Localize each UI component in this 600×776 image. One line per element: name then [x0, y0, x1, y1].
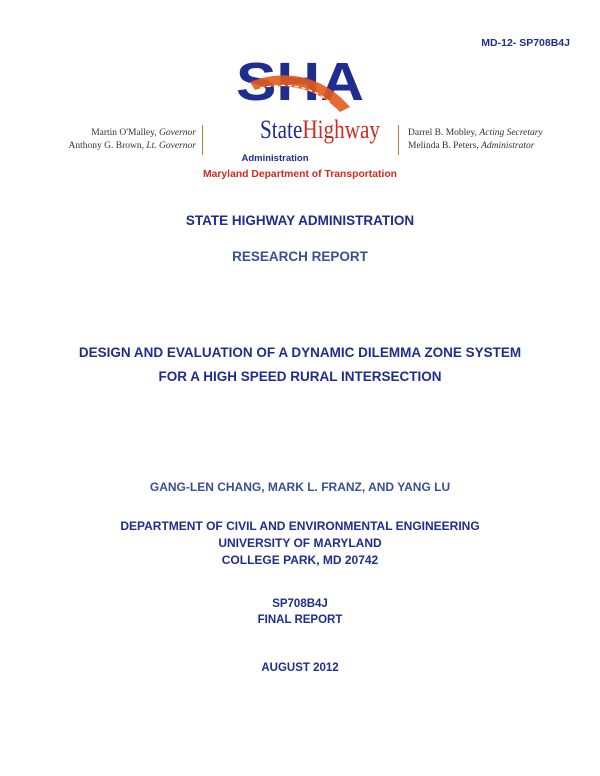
- official-name: Darrel B. Mobley,: [408, 128, 478, 138]
- right-officials-block: [408, 127, 578, 153]
- logo-administration: Administration: [241, 153, 309, 164]
- report-type: FINAL REPORT: [257, 614, 343, 626]
- logo-acronym: SHA: [236, 52, 364, 112]
- official-title: Governor: [159, 128, 196, 138]
- left-officials-block: [40, 127, 196, 153]
- logo-wordmark: StateHighway: [260, 115, 398, 144]
- report-label: RESEARCH REPORT: [232, 249, 368, 264]
- authors: GANG-LEN CHANG, MARK L. FRANZ, AND YANG LU: [149, 480, 451, 494]
- official-name: Melinda B. Peters,: [408, 141, 479, 151]
- official-governor: [40, 127, 196, 140]
- report-title-line-2: FOR A HIGH SPEED RURAL INTERSECTION: [158, 369, 442, 384]
- agency-heading: STATE HIGHWAY ADMINISTRATION: [185, 213, 415, 228]
- document-code: MD-12- SP708B4J: [481, 37, 570, 49]
- org-department: DEPARTMENT OF CIVIL AND ENVIRONMENTAL ENGINEERING: [120, 519, 480, 533]
- official-title: Acting Secretary: [479, 128, 543, 138]
- official-title: Administrator: [481, 141, 535, 151]
- sha-logo: [200, 52, 400, 182]
- report-number: SP708B4J: [272, 598, 328, 610]
- org-address: COLLEGE PARK, MD 20742: [221, 553, 379, 567]
- official-name: Martin O'Malley,: [91, 128, 157, 138]
- official-secretary: [408, 127, 578, 140]
- official-title: Lt. Governor: [146, 141, 196, 151]
- logo-department: Maryland Department of Transportation: [203, 168, 397, 180]
- report-title-line-1: DESIGN AND EVALUATION OF A DYNAMIC DILEMMA ZONE SYSTEM: [78, 345, 522, 360]
- official-administrator: [408, 140, 578, 153]
- official-name: Anthony G. Brown,: [68, 141, 144, 151]
- report-date: AUGUST 2012: [261, 662, 339, 674]
- org-university: UNIVERSITY OF MARYLAND: [218, 536, 382, 550]
- official-lt-governor: [40, 140, 196, 153]
